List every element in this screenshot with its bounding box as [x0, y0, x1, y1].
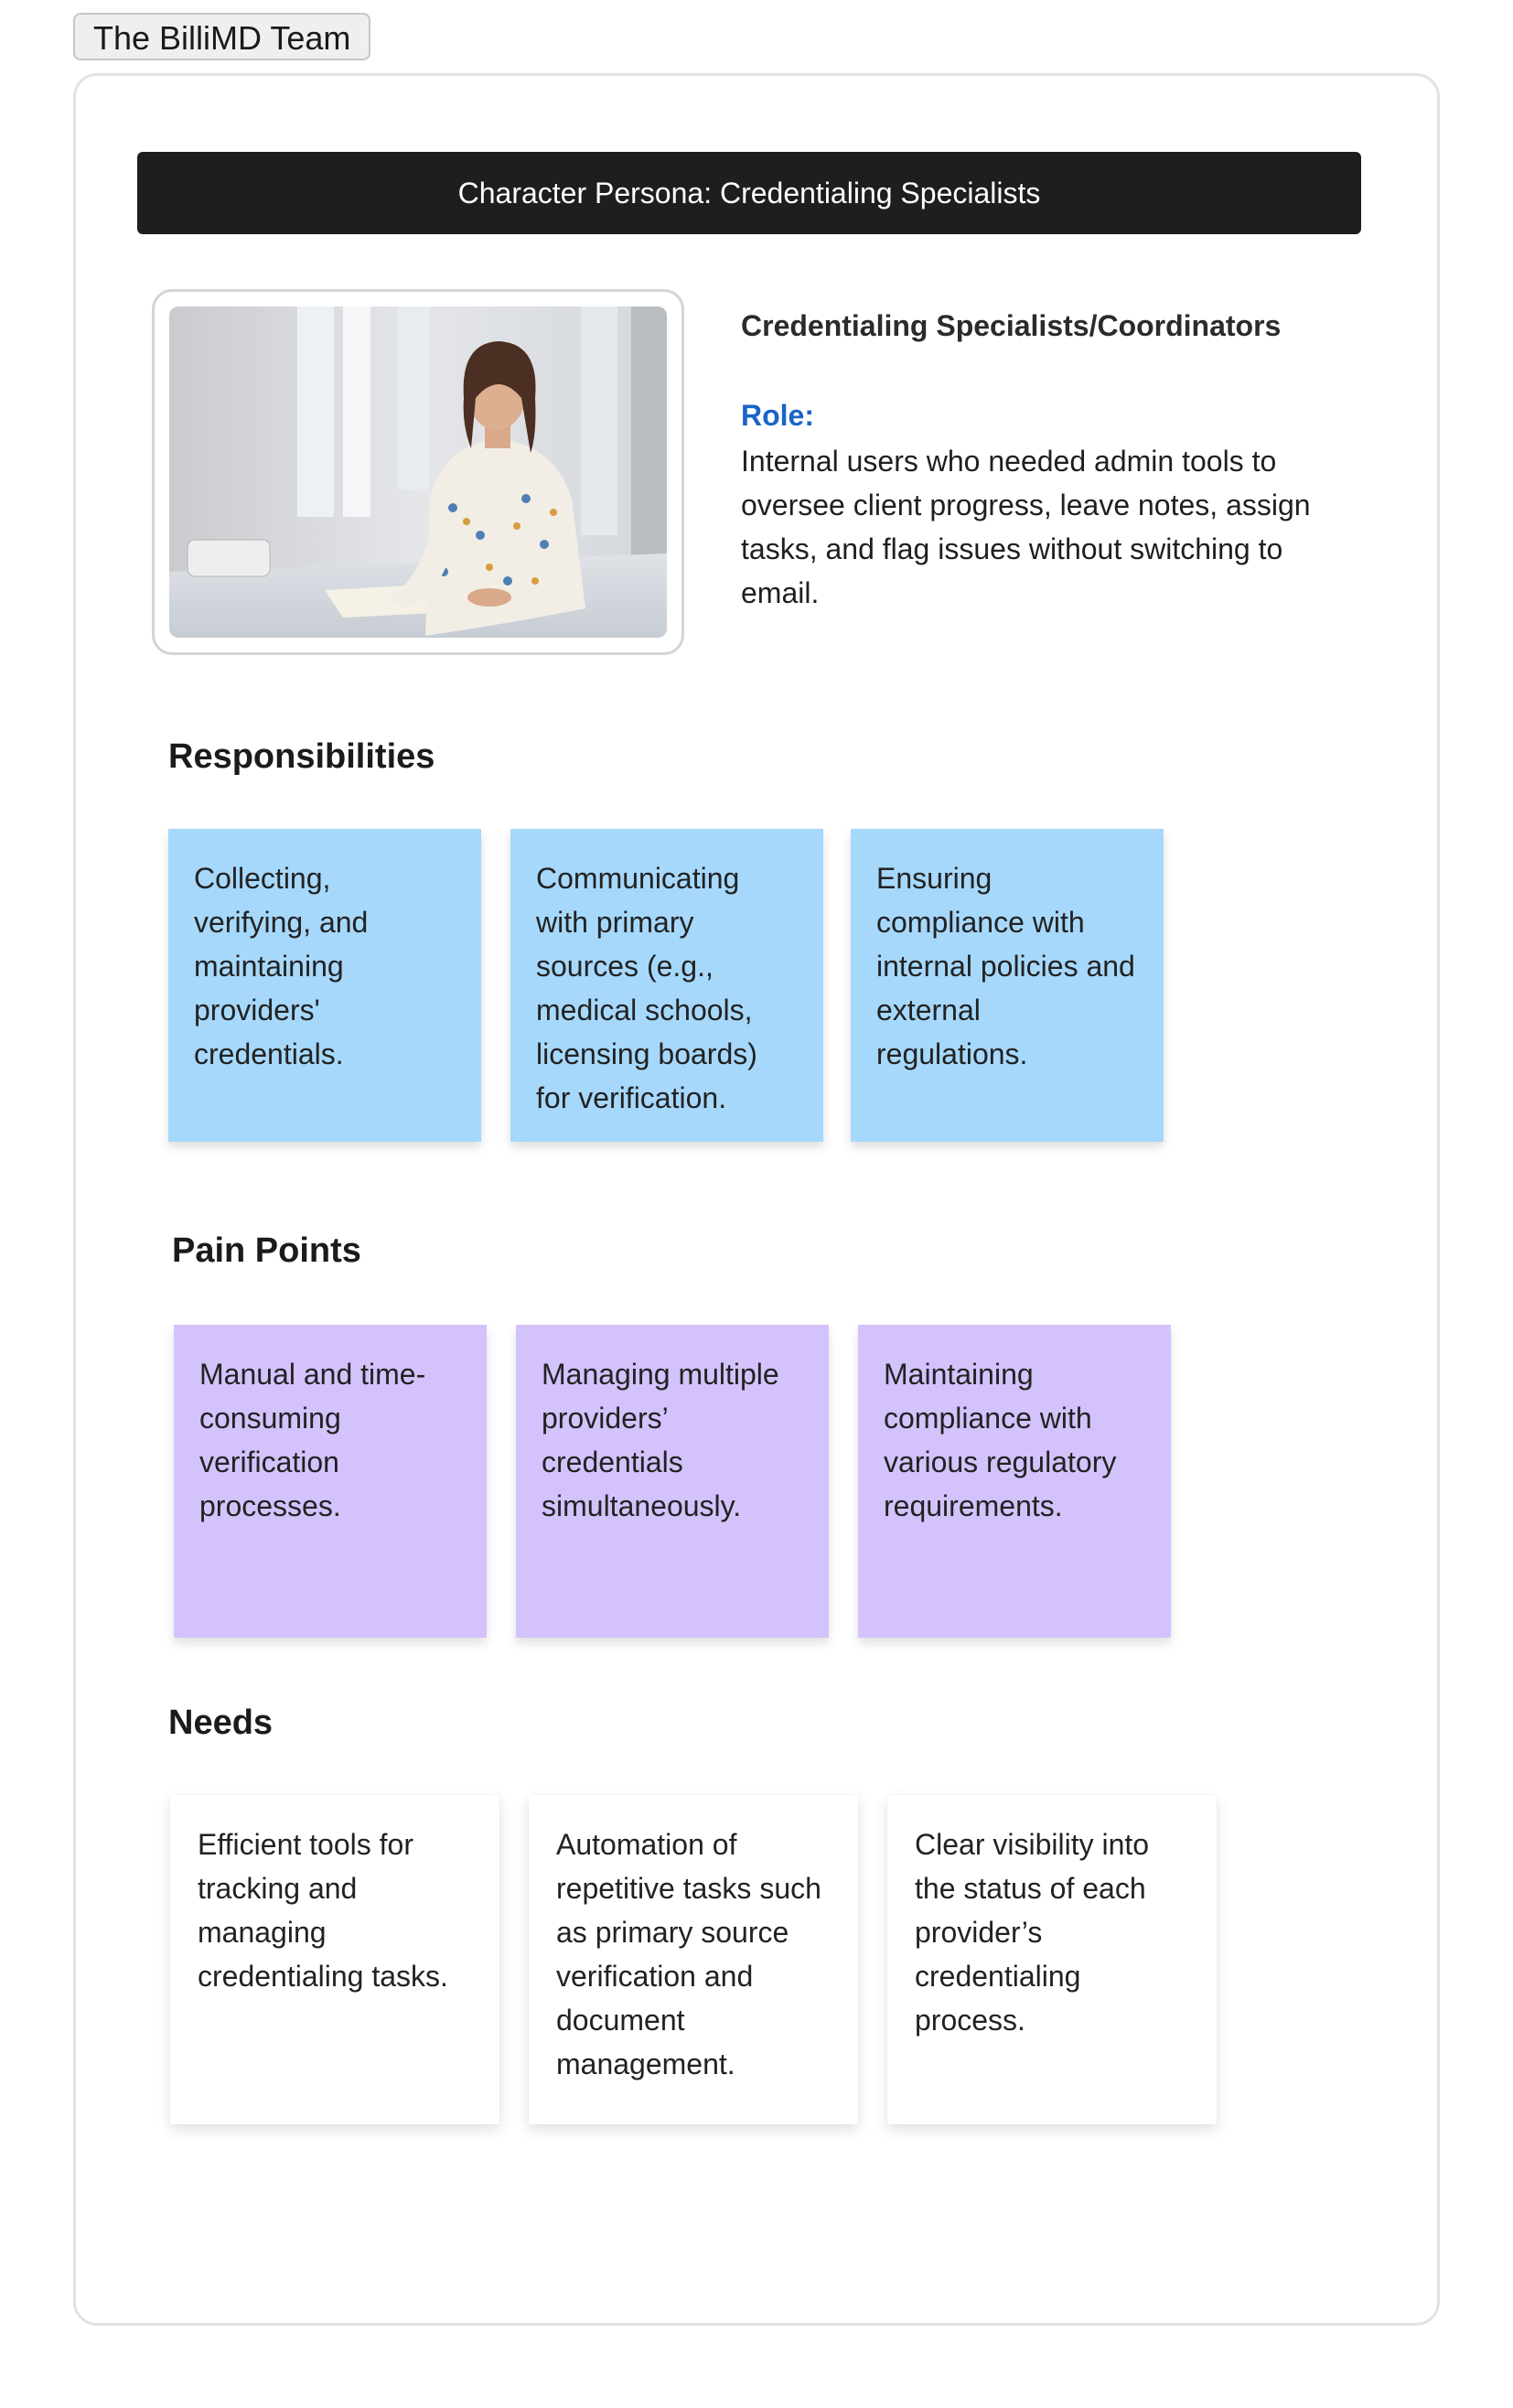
- persona-photo: [169, 306, 667, 638]
- responsibility-note: Ensuring compliance with internal policies and external regulations.: [851, 829, 1164, 1142]
- responsibility-note: Collecting, verifying, and maintaining providers' credentials.: [168, 829, 481, 1142]
- page-title-banner: Character Persona: Credentialing Specialists: [137, 152, 1361, 234]
- responsibilities-heading: Responsibilities: [168, 737, 435, 776]
- persona-title: Credentialing Specialists/Coordinators: [741, 309, 1282, 342]
- need-note: Clear visibility into the status of each provider’s credentialing process.: [887, 1795, 1217, 2124]
- need-note: Efficient tools for tracking and managing credentialing tasks.: [170, 1795, 499, 2124]
- role-label: Role:: [741, 399, 814, 432]
- pain-point-note: Maintaining compliance with various regulatory requirements.: [858, 1325, 1171, 1638]
- need-note: Automation of repetitive tasks such as primary source verification and document management.: [529, 1795, 858, 2124]
- persona-photo-frame: [152, 289, 684, 655]
- team-tag: The BilliMD Team: [73, 13, 370, 60]
- pain-point-note: Managing multiple providers’ credentials simultaneously.: [516, 1325, 829, 1638]
- pain-point-note: Manual and time-consuming verification processes.: [174, 1325, 487, 1638]
- pain-points-heading: Pain Points: [172, 1231, 361, 1270]
- responsibility-note: Communicating with primary sources (e.g., medical schools, licensing boards) for verification.: [510, 829, 823, 1142]
- role-description: Internal users who needed admin tools to oversee client progress, leave notes, assign tasks, and flag issues without switching to email.: [741, 445, 1311, 609]
- needs-heading: Needs: [168, 1704, 274, 1742]
